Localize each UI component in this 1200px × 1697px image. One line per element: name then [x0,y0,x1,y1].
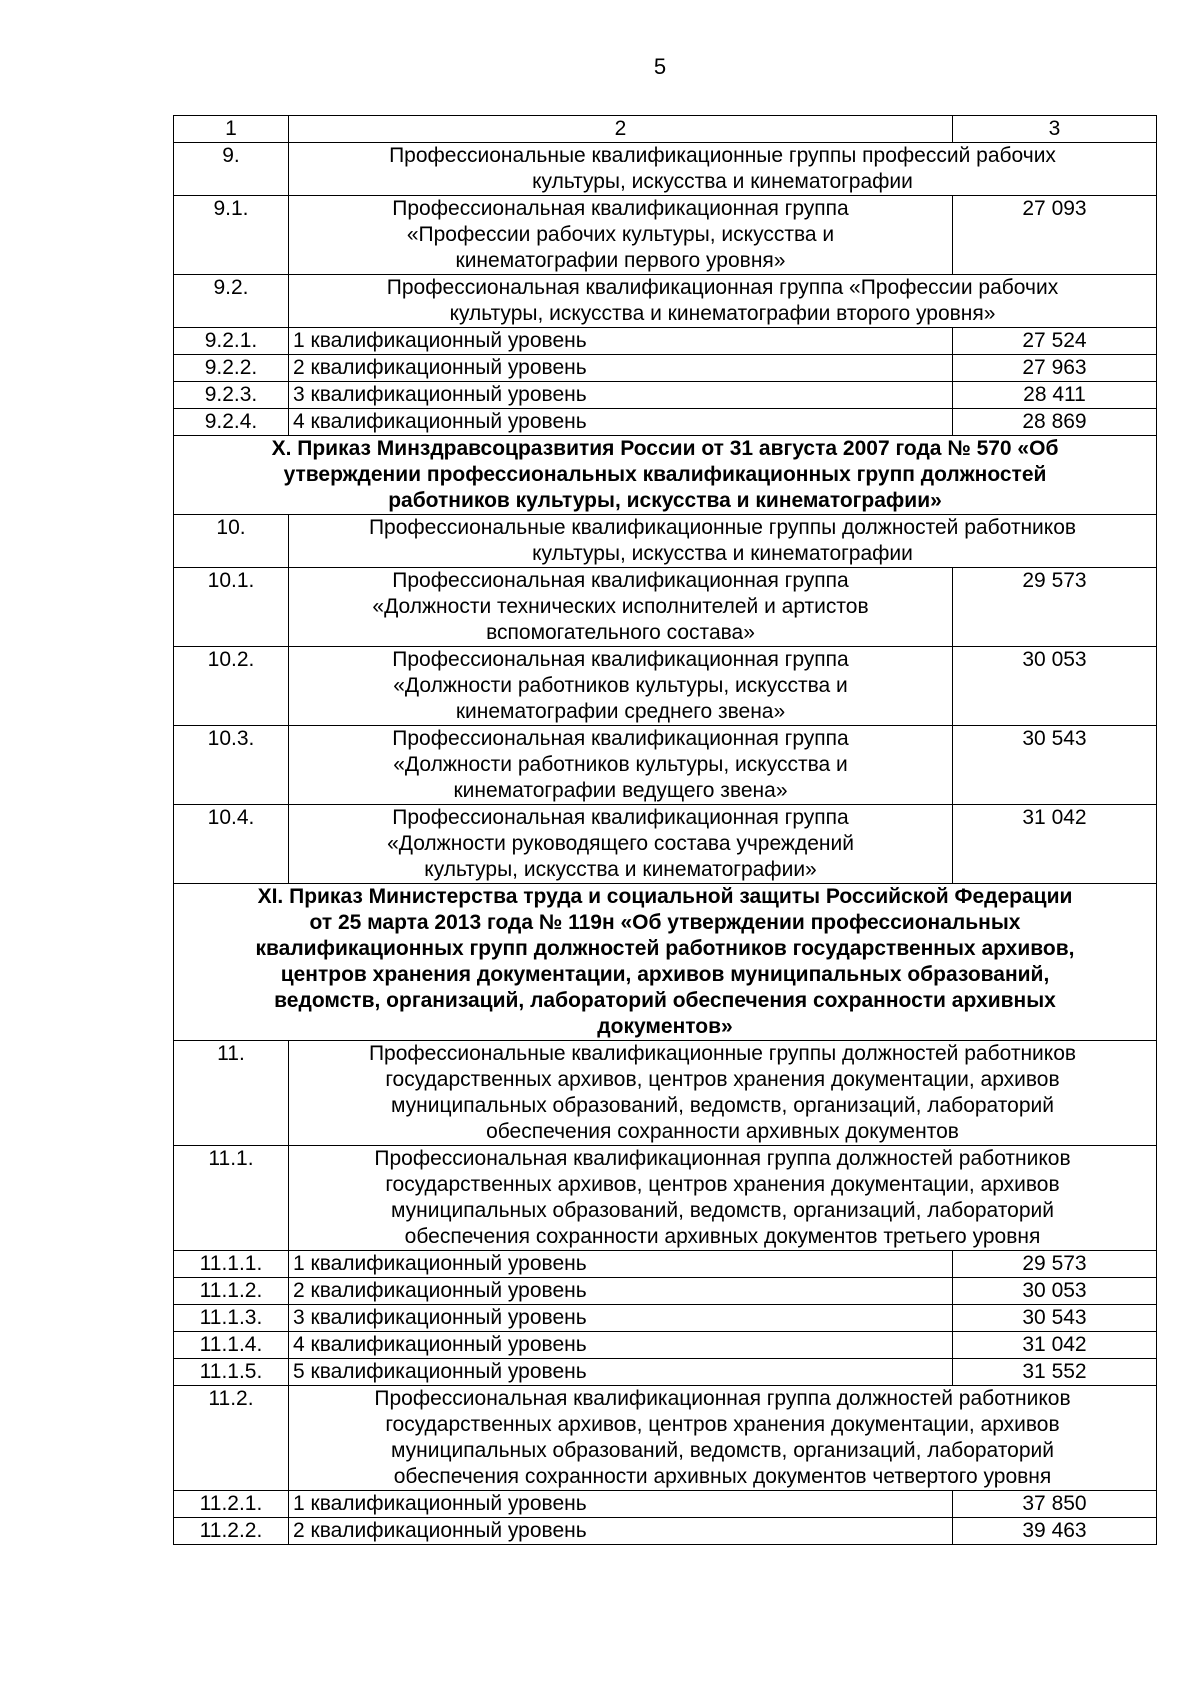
group-title-line: «Профессии рабочих культуры, искусства и [406,223,835,246]
header-cell: 1 [174,116,289,143]
row-number: 9.2.2. [174,355,289,382]
group-title-line: культуры, искусства и кинематографии» [424,858,817,881]
level-name: 2 квалификационный уровень [289,1518,953,1545]
group-title-line: «Должности работников культуры, искусства и [393,753,848,776]
group-title-line: кинематографии среднего звена» [455,700,786,723]
section-heading-line: утверждении профессиональных квалификационных групп должностей [283,463,1047,486]
group-title-line: культуры, искусства и кинематографии [532,170,913,193]
page-number: 5 [653,54,667,79]
table-row [174,196,1157,275]
group-title-line: Профессиональная квалификационная группа [392,727,849,750]
section-heading [174,436,1157,515]
group-title-line: государственных архивов, центров хранения документации, архивов [385,1413,1060,1436]
group-title-line: культуры, искусства и кинематографии второго уровня» [449,302,996,325]
group-title-line: Профессиональная квалификационная группа должностей работников [374,1147,1071,1170]
section-heading-line: от 25 марта 2013 года № 119н «Об утверждении профессиональных [309,911,1021,934]
salary-value: 29 573 [953,568,1157,647]
group-title [289,1386,1157,1491]
table-row [174,1146,1157,1251]
salary-value: 29 573 [953,1251,1157,1278]
salary-value: 27 093 [953,196,1157,275]
group-title-line: муниципальных образований, ведомств, организаций, лабораторий [391,1439,1054,1462]
group-title-line: Профессиональная квалификационная группа «Профессии рабочих [386,276,1059,299]
table-row [174,515,1157,568]
row-number: 11. [174,1041,289,1146]
section-heading-line: центров хранения документации, архивов муниципальных образований, [280,963,1050,986]
table-row [174,143,1157,196]
group-title-line: обеспечения сохранности архивных документов [486,1120,959,1143]
salary-value: 28 869 [953,409,1157,436]
row-number: 11.1.1. [174,1251,289,1278]
group-title-line: «Должности работников культуры, искусства и [393,674,848,697]
group-title-line: Профессиональная квалификационная группа [392,197,849,220]
group-title-line: муниципальных образований, ведомств, организаций, лабораторий [391,1094,1054,1117]
row-number: 11.2.2. [174,1518,289,1545]
row-number: 9. [174,143,289,196]
section-heading-line: XI. Приказ Министерства труда и социальной защиты Российской Федерации [257,885,1073,908]
row-number: 11.1.3. [174,1305,289,1332]
level-name: 3 квалификационный уровень [289,1305,953,1332]
table-row [174,1386,1157,1491]
group-title-line: вспомогательного состава» [486,621,755,644]
section-heading-line: работников культуры, искусства и кинематографии» [388,489,942,512]
group-title-line: Профессиональная квалификационная группа должностей работников [374,1387,1071,1410]
salary-value: 28 411 [953,382,1157,409]
row-number: 11.1.4. [174,1332,289,1359]
salary-value: 31 552 [953,1359,1157,1386]
section-heading [174,884,1157,1041]
header-cell: 2 [289,116,953,143]
table-row [174,1332,1157,1359]
section-heading-line: X. Приказ Минздравсоцразвития России от 31 августа 2007 года № 570 «Об [271,437,1059,460]
row-number: 10.1. [174,568,289,647]
level-name: 5 квалификационный уровень [289,1359,953,1386]
group-title-line: Профессиональная квалификационная группа [392,806,849,829]
row-number: 10. [174,515,289,568]
table-row [174,1491,1157,1518]
row-number: 9.2. [174,275,289,328]
group-title-line: «Должности технических исполнителей и артистов [372,595,869,618]
group-title-line: Профессиональные квалификационные группы должностей работников [368,1042,1077,1065]
table-row [174,805,1157,884]
table-row [174,726,1157,805]
salary-value: 30 543 [953,1305,1157,1332]
level-name: 1 квалификационный уровень [289,1491,953,1518]
table-row [174,409,1157,436]
group-title [289,1146,1157,1251]
row-number: 11.1.2. [174,1278,289,1305]
salary-value: 27 963 [953,355,1157,382]
group-title-line: Профессиональная квалификационная группа [392,648,849,671]
table-row [174,436,1157,515]
group-title-line: муниципальных образований, ведомств, организаций, лабораторий [391,1199,1054,1222]
group-title-line: кинематографии ведущего звена» [453,779,788,802]
salary-value: 31 042 [953,1332,1157,1359]
level-name: 2 квалификационный уровень [289,355,953,382]
table-row [174,568,1157,647]
section-heading-line: ведомств, организаций, лабораторий обеспечения сохранности архивных [274,989,1056,1012]
table-row [174,647,1157,726]
group-title [289,515,1157,568]
row-number: 11.2. [174,1386,289,1491]
group-title-line: кинематографии первого уровня» [455,249,786,272]
group-title [289,647,953,726]
row-number: 9.1. [174,196,289,275]
row-number: 10.3. [174,726,289,805]
group-title-line: обеспечения сохранности архивных документов четвертого уровня [393,1465,1052,1488]
table-header-row [174,116,1157,143]
group-title-line: Профессиональные квалификационные группы профессий рабочих [389,144,1056,167]
row-number: 10.2. [174,647,289,726]
row-number: 11.2.1. [174,1491,289,1518]
header-cell: 3 [953,116,1157,143]
group-title-line: культуры, искусства и кинематографии [532,542,913,565]
group-title [289,568,953,647]
group-title-line: Профессиональные квалификационные группы должностей работников [368,516,1077,539]
row-number: 9.2.3. [174,382,289,409]
level-name: 1 квалификационный уровень [289,328,953,355]
group-title-line: государственных архивов, центров хранения документации, архивов [385,1173,1060,1196]
section-heading-line: квалификационных групп должностей работников государственных архивов, [255,937,1075,960]
group-title-line: Профессиональная квалификационная группа [392,569,849,592]
group-title [289,143,1157,196]
group-title [289,275,1157,328]
table-row [174,355,1157,382]
group-title [289,805,953,884]
group-title [289,726,953,805]
row-number: 11.1. [174,1146,289,1251]
table-row [174,382,1157,409]
salary-value: 27 524 [953,328,1157,355]
section-heading-line: документов» [597,1015,733,1038]
table-row [174,275,1157,328]
salary-table [173,115,1157,1545]
level-name: 4 квалификационный уровень [289,1332,953,1359]
group-title-line: «Должности руководящего состава учреждений [387,832,854,855]
salary-value: 37 850 [953,1491,1157,1518]
level-name: 4 квалификационный уровень [289,409,953,436]
group-title [289,196,953,275]
group-title-line: обеспечения сохранности архивных документов третьего уровня [404,1225,1041,1248]
level-name: 3 квалификационный уровень [289,382,953,409]
salary-value: 31 042 [953,805,1157,884]
table-row [174,1518,1157,1545]
table-row [174,328,1157,355]
row-number: 11.1.5. [174,1359,289,1386]
table-row [174,1278,1157,1305]
salary-table-body [174,116,1157,1545]
level-name: 2 квалификационный уровень [289,1278,953,1305]
salary-value: 30 053 [953,647,1157,726]
table-row [174,1041,1157,1146]
salary-value: 30 543 [953,726,1157,805]
salary-value: 30 053 [953,1278,1157,1305]
table-row [174,884,1157,1041]
salary-value: 39 463 [953,1518,1157,1545]
group-title-line: государственных архивов, центров хранения документации, архивов [385,1068,1060,1091]
row-number: 9.2.4. [174,409,289,436]
level-name: 1 квалификационный уровень [289,1251,953,1278]
table-row [174,1359,1157,1386]
group-title [289,1041,1157,1146]
table-row [174,1251,1157,1278]
row-number: 10.4. [174,805,289,884]
row-number: 9.2.1. [174,328,289,355]
table-row [174,1305,1157,1332]
